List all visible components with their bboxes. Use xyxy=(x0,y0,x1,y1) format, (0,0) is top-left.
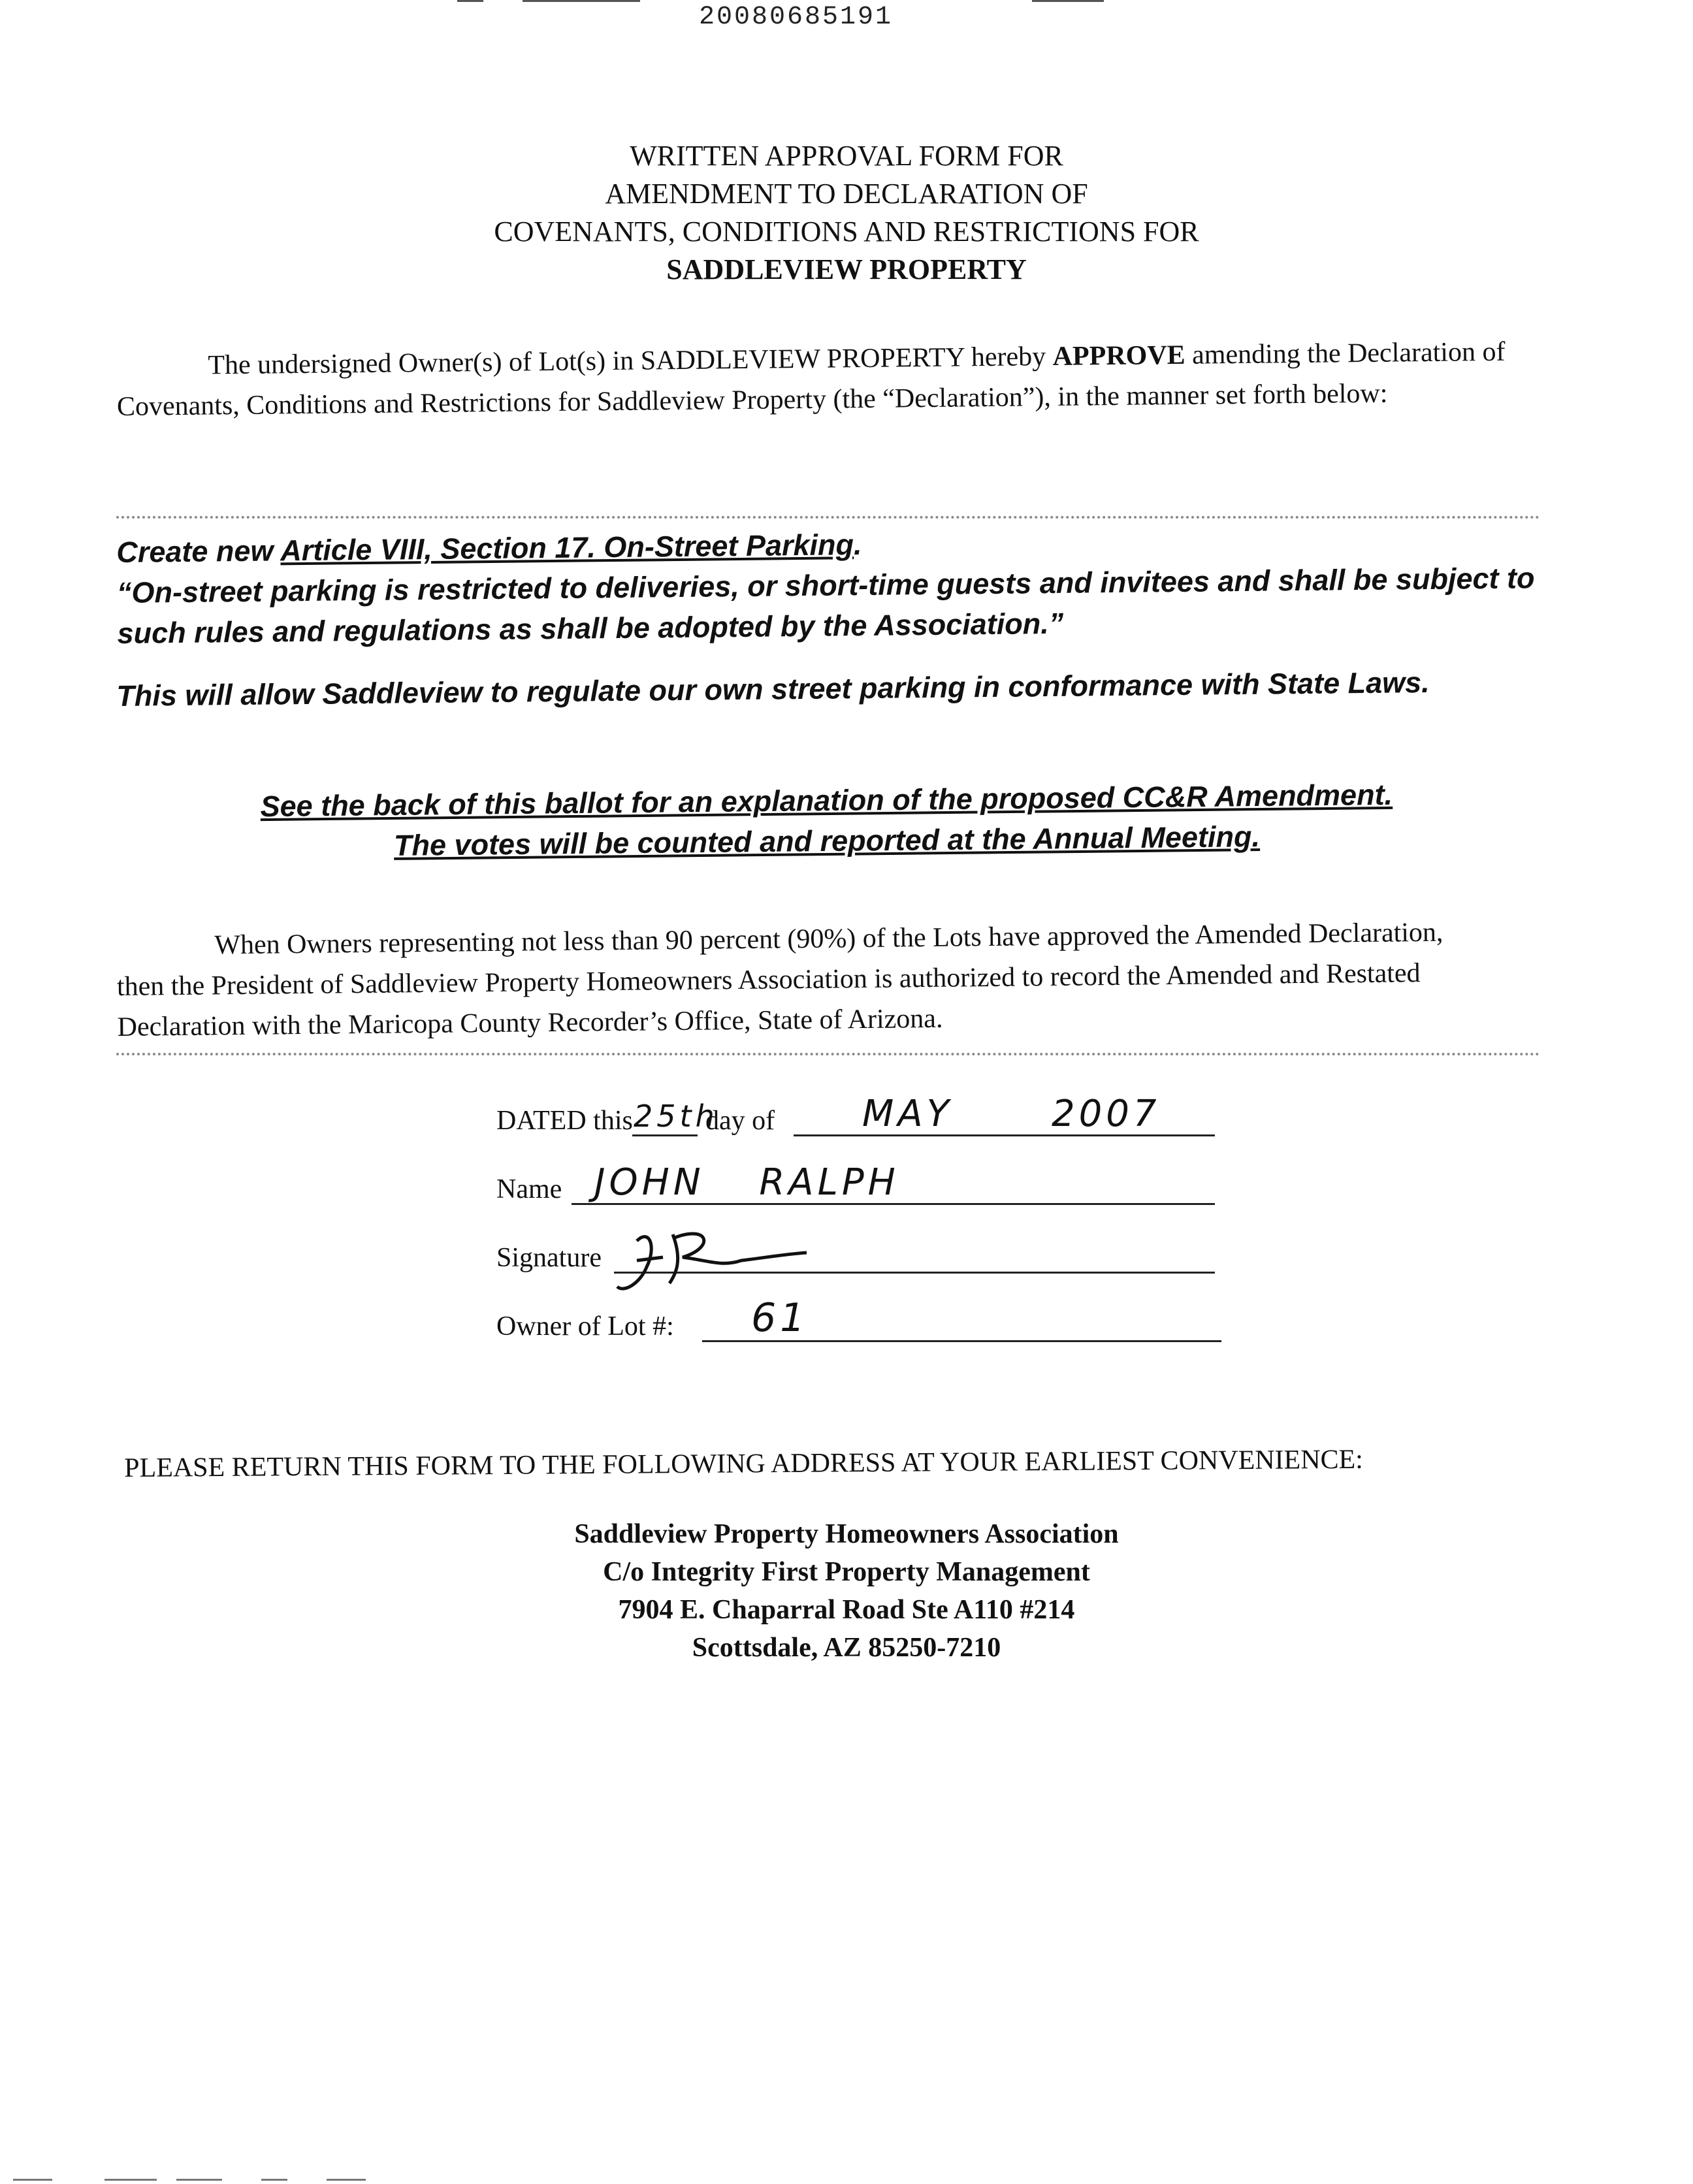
name-field xyxy=(496,1161,1215,1212)
scan-artifact xyxy=(457,0,483,2)
amendment-block xyxy=(116,517,1581,654)
ballot-notice xyxy=(163,773,1490,868)
article-reference: Article VIII, Section 17. On-Street Parking xyxy=(280,528,854,568)
scan-artifact xyxy=(523,0,640,2)
scan-artifact xyxy=(13,2179,52,2181)
intro-paragraph xyxy=(116,331,1521,427)
document-number: 20080685191 xyxy=(699,3,894,32)
day-value[interactable]: 25th xyxy=(634,1099,718,1134)
name-label: Name xyxy=(496,1174,562,1204)
approval-threshold-paragraph: When Owners representing not less than 90 percent (90%) of the Lots have approved the Amended Declaration, then the President of Saddleview Property Homeowners Association is authorized to record the Amended and Restated Declaration with the Maricopa County Recorder’s Office, State of Arizona. xyxy=(116,917,1443,1042)
signature-label: Signature xyxy=(496,1243,602,1273)
article-period: . xyxy=(853,528,862,562)
title-line-1: WRITTEN APPROVAL FORM FOR xyxy=(630,140,1063,172)
dated-label: DATED this xyxy=(496,1106,633,1136)
dated-field xyxy=(496,1093,1215,1143)
lot-value[interactable]: 61 xyxy=(751,1295,809,1341)
address-line-1: Saddleview Property Homeowners Association xyxy=(574,1519,1119,1549)
title-line-4: SADDLEVIEW PROPERTY xyxy=(666,253,1027,285)
day-of-label: day of xyxy=(705,1106,775,1136)
lot-label: Owner of Lot #: xyxy=(496,1311,674,1341)
dotted-divider xyxy=(116,516,1540,519)
signature-field xyxy=(496,1234,1215,1280)
notice-line-2: The votes will be counted and reported at the Annual Meeting. xyxy=(393,820,1261,862)
intro-text-end: amending the Declaration of Covenants, Conditions and Restrictions for Saddleview Property (the “Declaration”), in the manner set forth below: xyxy=(116,336,1506,422)
title-line-3: COVENANTS, CONDITIONS AND RESTRICTIONS FOR xyxy=(494,216,1199,248)
scan-artifact xyxy=(1032,0,1104,2)
return-instructions: PLEASE RETURN THIS FORM TO THE FOLLOWING ADDRESS AT YOUR EARLIEST CONVENIENCE: xyxy=(124,1444,1364,1483)
create-prefix: Create new xyxy=(116,534,281,569)
name-value[interactable]: JOHN RALPH xyxy=(594,1161,899,1204)
intro-text-start: The undersigned Owner(s) of Lot(s) in SADDLEVIEW PROPERTY hereby xyxy=(208,341,1053,381)
day-line xyxy=(632,1134,698,1136)
amendment-quote: “On-street parking is restricted to deliveries, or short-time guests and invitees and shall be subject to such rules and regulations as shall be adopted by the Association.” xyxy=(116,561,1535,650)
allow-statement: This will allow Saddleview to regulate our own street parking in conformance with State Laws. xyxy=(116,665,1430,713)
address-line-2: C/o Integrity First Property Management xyxy=(603,1557,1090,1587)
address-line-3: 7904 E. Chaparral Road Ste A110 #214 xyxy=(618,1595,1075,1625)
dotted-divider xyxy=(116,1053,1540,1055)
return-address xyxy=(0,1515,1693,1667)
lot-field xyxy=(496,1295,1215,1349)
approve-emphasis: APPROVE xyxy=(1052,340,1185,372)
scan-artifact xyxy=(105,2179,157,2181)
title-line-2: AMENDMENT TO DECLARATION OF xyxy=(605,178,1088,210)
year-value[interactable]: 2007 xyxy=(1052,1093,1161,1135)
form-title xyxy=(0,137,1693,289)
notice-line-1: See the back of this ballot for an explanation of the proposed CC&R Amendment. xyxy=(260,777,1393,824)
scan-artifact xyxy=(261,2179,287,2181)
scan-artifact xyxy=(176,2179,222,2181)
signature-image[interactable] xyxy=(611,1221,820,1300)
address-line-4: Scottsdale, AZ 85250-7210 xyxy=(692,1633,1001,1663)
month-value[interactable]: MAY xyxy=(862,1093,953,1135)
scan-artifact xyxy=(327,2179,366,2181)
